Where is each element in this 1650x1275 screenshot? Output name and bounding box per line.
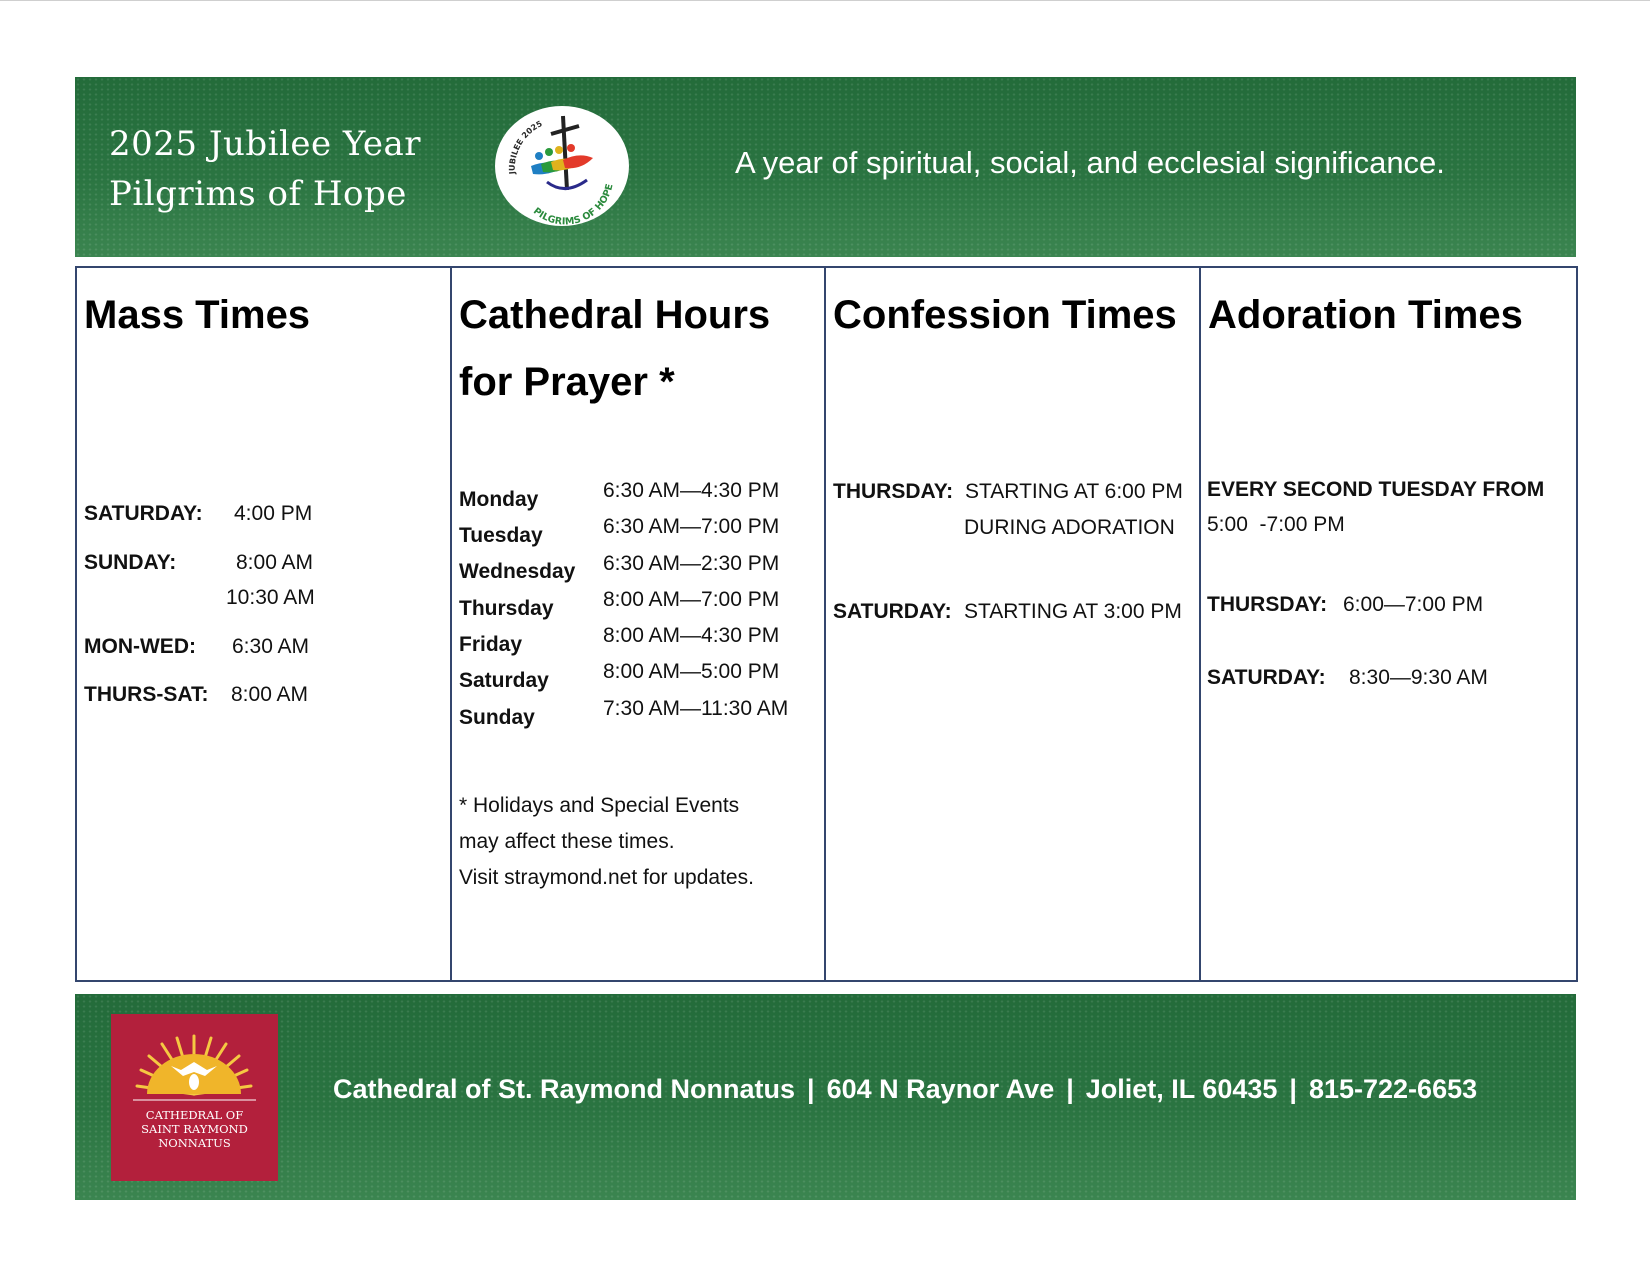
mass-sunday-label: SUNDAY: <box>84 551 177 574</box>
prayer-hours-title <box>459 282 770 416</box>
footer-contact-line <box>333 1074 1477 1105</box>
confession-saturday-label: SATURDAY: <box>833 600 952 623</box>
cathedral-logo-text <box>111 1108 278 1150</box>
jubilee-title-line1: 2025 Jubilee Year <box>109 124 422 164</box>
mass-times-title: Mass Times <box>84 293 311 337</box>
mass-thurssat-label: THURS-SAT: <box>84 683 209 706</box>
logo-top-text: JUBILEE 2025 <box>507 119 544 175</box>
cathedral-phone: 815-722-6653 <box>1308 1074 1478 1104</box>
confession-thursday-time: STARTING AT 6:00 PM <box>965 480 1183 503</box>
prayer-note-line1: * Holidays and Special Events <box>459 794 740 817</box>
prayer-hours-title-line2: for Prayer * <box>459 360 675 404</box>
prayer-hours-title-line1: Cathedral Hours <box>459 293 771 337</box>
prayer-day-thursday: Thursday <box>459 597 554 620</box>
mass-saturday-label: SATURDAY: <box>84 502 203 525</box>
adoration-second-tuesday-time: 5:00 -7:00 PM <box>1207 513 1345 536</box>
separator: | <box>807 1074 815 1104</box>
prayer-note-line3: Visit straymond.net for updates. <box>459 866 754 889</box>
adoration-saturday-time: 8:30—9:30 AM <box>1349 666 1488 689</box>
jubilee-title-line2: Pilgrims of Hope <box>109 174 407 214</box>
mass-monwed-time: 6:30 AM <box>232 635 310 658</box>
schedule-table <box>75 266 1578 982</box>
adoration-times-title: Adoration Times <box>1208 293 1523 337</box>
prayer-hours-monday: 6:30 AM—4:30 PM <box>603 479 780 502</box>
top-rule <box>0 0 1650 1</box>
prayer-note-line2: may affect these times. <box>459 830 675 853</box>
prayer-day-friday: Friday <box>459 633 523 656</box>
logo-text-line1: CATHEDRAL OF <box>145 1108 244 1122</box>
prayer-day-saturday: Saturday <box>459 669 549 692</box>
prayer-hours-sunday: 7:30 AM—11:30 AM <box>603 697 789 720</box>
prayer-hours-thursday: 8:00 AM—7:00 PM <box>603 588 780 611</box>
adoration-thursday-label: THURSDAY: <box>1207 593 1328 616</box>
adoration-thursday-time: 6:00—7:00 PM <box>1343 593 1484 616</box>
header-banner <box>75 77 1576 257</box>
logo-bottom-text: PILGRIMS OF HOPE <box>530 182 616 228</box>
adoration-saturday-label: SATURDAY: <box>1207 666 1326 689</box>
footer-banner <box>75 994 1576 1200</box>
prayer-day-sunday: Sunday <box>459 706 535 729</box>
cathedral-name: Cathedral of St. Raymond Nonnatus <box>333 1074 796 1104</box>
confession-times-column <box>826 268 1201 980</box>
prayer-hours-column <box>452 268 826 980</box>
prayer-day-wednesday: Wednesday <box>459 560 576 583</box>
mass-times-column <box>77 268 452 980</box>
mass-monwed-label: MON-WED: <box>84 635 196 658</box>
prayer-day-tuesday: Tuesday <box>459 524 543 547</box>
cathedral-address: 604 N Raynor Ave <box>826 1074 1055 1104</box>
prayer-hours-saturday: 8:00 AM—5:00 PM <box>603 660 780 683</box>
confession-saturday-time: STARTING AT 3:00 PM <box>964 600 1182 623</box>
prayer-hours-note <box>459 788 754 896</box>
confession-times-title: Confession Times <box>833 293 1177 337</box>
logo-text-line2: SAINT RAYMOND <box>141 1122 248 1136</box>
prayer-hours-wednesday: 6:30 AM—2:30 PM <box>603 552 780 575</box>
mass-thurssat-time: 8:00 AM <box>231 683 309 706</box>
jubilee-logo-icon <box>493 104 631 228</box>
separator: | <box>1289 1074 1297 1104</box>
confession-thursday-label: THURSDAY: <box>833 480 954 503</box>
confession-thursday-note: DURING ADORATION <box>964 516 1175 539</box>
jubilee-title <box>109 119 421 219</box>
mass-sunday-time-1: 8:00 AM <box>236 551 314 574</box>
cathedral-logo <box>111 1014 278 1181</box>
mass-sunday-time-2: 10:30 AM <box>226 586 315 609</box>
jubilee-tagline: A year of spiritual, social, and ecclesial significance. <box>735 145 1445 180</box>
cathedral-city: Joliet, IL 60435 <box>1085 1074 1278 1104</box>
adoration-times-column <box>1201 268 1576 980</box>
separator: | <box>1066 1074 1074 1104</box>
prayer-hours-tuesday: 6:30 AM—7:00 PM <box>603 515 780 538</box>
mass-saturday-time: 4:00 PM <box>234 502 313 525</box>
prayer-hours-friday: 8:00 AM—4:30 PM <box>603 624 780 647</box>
sunburst-dove-icon <box>111 1014 278 1114</box>
logo-text-line3: NONNATUS <box>158 1136 231 1150</box>
adoration-second-tuesday-label: EVERY SECOND TUESDAY FROM <box>1207 478 1545 501</box>
prayer-day-monday: Monday <box>459 488 539 511</box>
